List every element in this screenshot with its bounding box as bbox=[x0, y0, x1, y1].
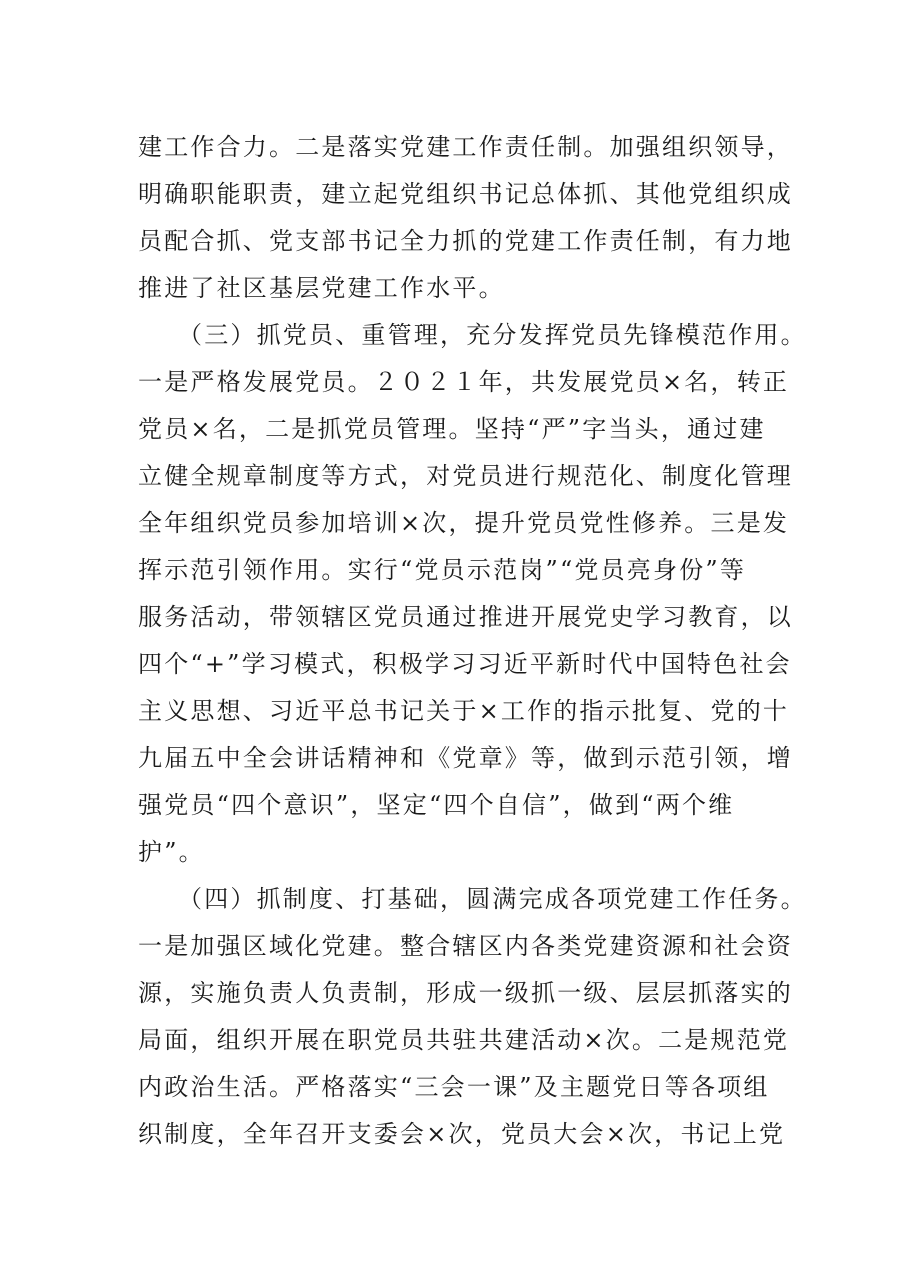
body-text-line: 建工作合力。二是落实党建工作责任制。加强组织领导， bbox=[138, 133, 793, 161]
body-text-line: 主义思想、习近平总书记关于×工作的指示批复、党的十 bbox=[138, 697, 790, 725]
body-text-line: 局面，组织开展在职党员共驻共建活动×次。二是规范党 bbox=[138, 1026, 790, 1054]
body-text-line: 一是加强区域化党建。整合辖区内各类党建资源和社会资 bbox=[138, 932, 793, 960]
body-text-line: 明确职能职责，建立起党组织书记总体抓、其他党组织成 bbox=[138, 180, 793, 208]
section-heading-line: （四）抓制度、打基础，圆满完成各项党建工作任务。 bbox=[178, 885, 807, 913]
body-text-line: 党员×名，二是抓党员管理。坚持“严”字当头，通过建 bbox=[138, 415, 766, 443]
document-body bbox=[138, 124, 807, 1158]
body-text-line: 一是严格发展党员。２０２１年，共发展党员×名，转正 bbox=[138, 368, 790, 396]
body-text-line: 四个“+”学习模式，积极学习习近平新时代中国特色社会 bbox=[138, 650, 792, 678]
body-text-line: 护”。 bbox=[138, 838, 205, 866]
body-text-line: 全年组织党员参加培训×次，提升党员党性修养。三是发 bbox=[138, 509, 790, 537]
body-text-line: 织制度，全年召开支委会×次，党员大会×次，书记上党 bbox=[138, 1120, 786, 1148]
section-heading-line: （三）抓党员、重管理，充分发挥党员先锋模范作用。 bbox=[178, 321, 807, 349]
body-text-line: 挥示范引领作用。实行“党员示范岗”“党员亮身份”等 bbox=[138, 556, 747, 584]
body-text-line: 强党员“四个意识”，坚定“四个自信”，做到“两个维 bbox=[138, 791, 735, 819]
body-text-line: 源，实施负责人负责制，形成一级抓一级、层层抓落实的 bbox=[138, 979, 793, 1007]
body-text-line: 立健全规章制度等方式，对党员进行规范化、制度化管理 bbox=[138, 462, 793, 490]
body-text-line: 服务活动，带领辖区党员通过推进开展党史学习教育，以 bbox=[138, 603, 793, 631]
body-text-line: 内政治生活。严格落实“三会一课”及主题党日等各项组 bbox=[138, 1073, 770, 1101]
body-text-line: 推进了社区基层党建工作水平。 bbox=[138, 274, 505, 302]
body-text-line: 员配合抓、党支部书记全力抓的党建工作责任制，有力地 bbox=[138, 227, 793, 255]
body-text-line: 九届五中全会讲话精神和《党章》等，做到示范引领，增 bbox=[138, 744, 793, 772]
